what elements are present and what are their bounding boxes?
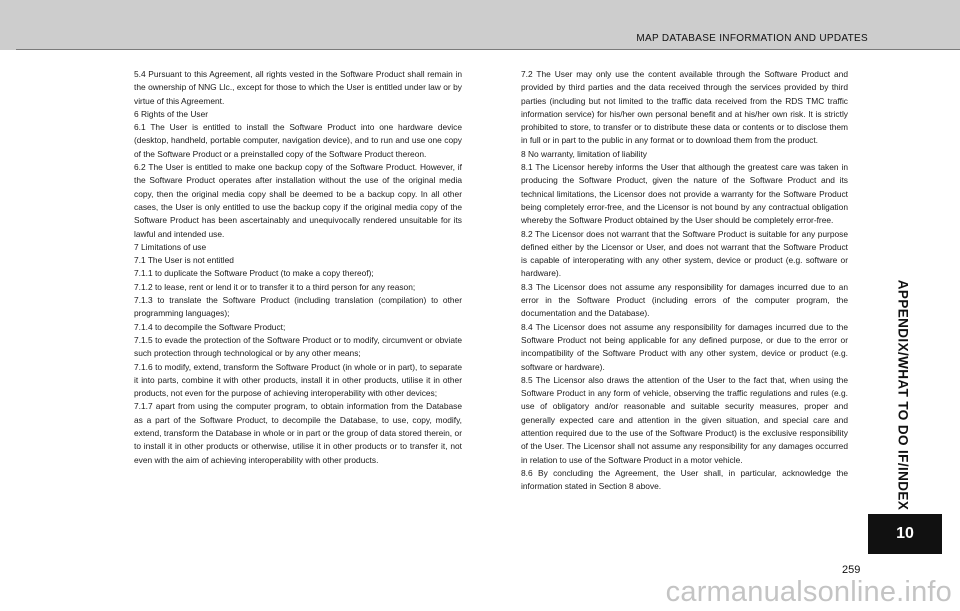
right-text-column (521, 68, 848, 494)
paragraph-8-6: 8.6 By concluding the Agreement, the User shall, in particular, acknowledge the information stated in Section 8 above. (521, 467, 848, 492)
paragraph-8-1: 8.1 The Licensor hereby informs the User that although the greatest care was taken in producing the Software Product, given the nature of the Software Product and its technical limitations, the Licensor does not provide a warranty for the Software Product being completely error-free, and the Licensor is not bound by any contractual obligation whereby the Software Product obtained by the User should be completely error-free. (521, 162, 848, 226)
heading-8: 8 No warranty, limitation of liability (521, 148, 647, 159)
paragraph-6-2: 6.2 The User is entitled to make one backup copy of the Software Product. However, if the Software Product operates after installation without the use of the original media copy, then the original media copy shall be deemed to be a backup copy. In all other cases, the User is only entitled to use the backup copy if the original media copy of the Software Product has been ascertainably and unequivocally rendered unsuitable for its lawful and intended use. (134, 162, 462, 239)
paragraph-5-4: 5.4 Pursuant to this Agreement, all rights vested in the Software Product shall remain in the ownership of NNG Llc., except for those to which the User is entitled under law or by virtue of this Agreement. (134, 69, 462, 106)
section-title: MAP DATABASE INFORMATION AND UPDATES (636, 33, 868, 44)
page-number: 259 (842, 564, 861, 576)
paragraph-7-1-7: 7.1.7 apart from using the computer program, to obtain information from the Database as a part of the Software Product, to decompile the Database, to use, copy, modify, extend, transform the Database in whole or in part or the group of data stored therein, or to install it in other products or otherwise, utilise it in other products or to transfer it, not even with the aim of achieving interoperability with other products. (134, 401, 462, 465)
chapter-number-tab: 10 (868, 514, 942, 554)
left-text-column (134, 68, 462, 467)
paragraph-8-5: 8.5 The Licensor also draws the attention of the User to the fact that, when using the Software Product in any form of vehicle, observing the traffic regulations and rules (e.g. use of obligatory and/or reasonable and suitable security measures, proper and generally expected care and attention in the given situation, and special care and attention required due to the use of the Software Product) is the exclusive responsibility of the User. The Licensor shall not assume any responsibility for any damages occurred in relation to use of the Software Product in a motor vehicle. (521, 374, 848, 465)
heading-7: 7 Limitations of use (134, 241, 207, 252)
paragraph-7-1-4: 7.1.4 to decompile the Software Product; (134, 321, 286, 332)
heading-6: 6 Rights of the User (134, 108, 209, 119)
paragraph-7-1-2: 7.1.2 to lease, rent or lend it or to transfer it to a third person for any reason; (134, 281, 416, 292)
header-divider (16, 49, 960, 50)
paragraph-7-1: 7.1 The User is not entitled (134, 255, 234, 266)
paragraph-7-1-3: 7.1.3 to translate the Software Product (including translation (compilation) to other programming languages); (134, 295, 462, 319)
paragraph-8-4: 8.4 The Licensor does not assume any responsibility for damages incurred due to the Software Product not being applicable for any defined purpose, or due to the error or incompatibility of the Software Product with any other system, device or product (e.g. software or hardware). (521, 321, 848, 372)
paragraph-6-1: 6.1 The User is entitled to install the Software Product into one hardware device (desktop, handheld, portable computer, navigation device), and to run and use one copy of the Software Product or a preinstalled copy of the Software Product thereon. (134, 122, 462, 159)
paragraph-7-1-1: 7.1.1 to duplicate the Software Product (to make a copy thereof); (134, 268, 374, 279)
paragraph-8-3: 8.3 The Licensor does not assume any responsibility for damages incurred due to an error in the Software Product (including errors of the computer program, the documentation and the Database). (521, 281, 848, 319)
chapter-side-label: APPENDIX/WHAT TO DO IF/INDEX (895, 279, 911, 511)
paragraph-7-1-6: 7.1.6 to modify, extend, transform the Software Product (in whole or in part), to separate it into parts, combine it with other products, install it in other products, utilise it in other products, not even for the purpose of achieving interoperability with other devices; (134, 361, 462, 399)
paragraph-7-2: 7.2 The User may only use the content available through the Software Product and provided by third parties and the data received through the services provided by third parties (including but not limited to the traffic data received from the RDS TMC traffic information service) for his/her own personal benefit and at his/her own risk. It is strictly prohibited to store, to transfer or to distribute these data or contents or to disclose them in full or in part to the public in any format or to download them from the product. (521, 69, 848, 146)
paragraph-7-1-5: 7.1.5 to evade the protection of the Software Product or to modify, circumvent or obviate such protection through technological or by any other means; (134, 334, 462, 359)
watermark: carmanualsonline.info (665, 576, 952, 608)
paragraph-8-2: 8.2 The Licensor does not warrant that the Software Product is suitable for any purpose defined either by the Licensor or User, and does not warrant that the Software Product is capable of interoperating with any other system, device or product (e.g. software or hardware). (521, 228, 848, 279)
